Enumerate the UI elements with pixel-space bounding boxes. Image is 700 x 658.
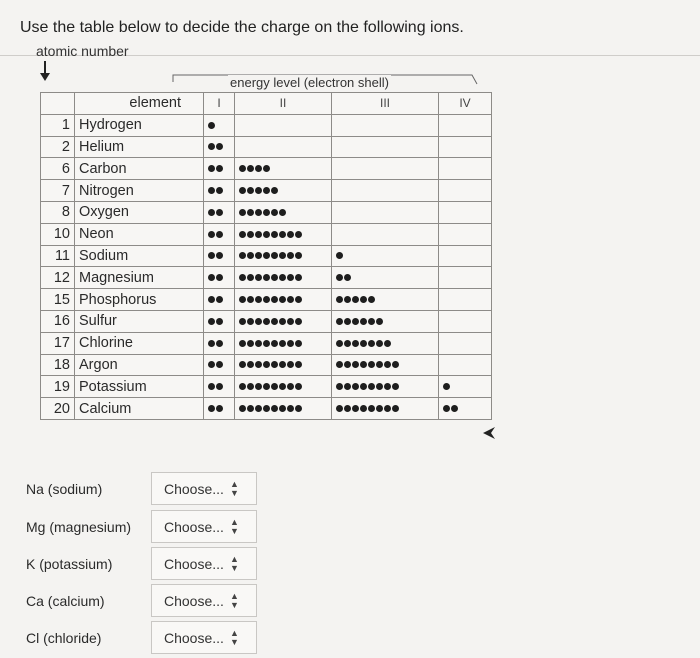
shell-4-cell [439, 376, 492, 398]
element-name-cell: Argon [75, 354, 204, 376]
element-name-cell: Potassium [75, 376, 204, 398]
electron-dot-icon [295, 252, 302, 259]
electron-dot-icon [255, 274, 262, 281]
electron-dot-icon [451, 405, 458, 412]
electron-dot-icon [336, 340, 343, 347]
electron-dot-icon [279, 296, 286, 303]
shell-4-cell [439, 289, 492, 311]
electron-dot-icon [352, 296, 359, 303]
element-name-cell: Helium [75, 136, 204, 158]
shell-2-cell [235, 398, 332, 420]
electron-dot-icon [263, 231, 270, 238]
electron-dot-icon [239, 187, 246, 194]
shell-4-cell [439, 398, 492, 420]
electron-dot-icon [271, 318, 278, 325]
electron-dot-icon [255, 187, 262, 194]
atomic-number-cell: 6 [41, 158, 75, 180]
electron-dot-icon [247, 361, 254, 368]
shell-4-cell [439, 114, 492, 136]
shell-4-cell [439, 245, 492, 267]
shell-3-cell [332, 180, 439, 202]
electron-dot-icon [255, 383, 262, 390]
shell-4-cell [439, 354, 492, 376]
table-row [41, 158, 492, 180]
charge-select-value: Choose... [164, 480, 224, 497]
atomic-number-cell: 2 [41, 136, 75, 158]
electron-dot-icon [376, 361, 383, 368]
electron-dot-icon [255, 296, 262, 303]
electron-dot-icon [392, 361, 399, 368]
electron-dot-icon [263, 361, 270, 368]
shell-1-cell [204, 114, 235, 136]
electron-dot-icon [295, 361, 302, 368]
electron-dot-icon [443, 383, 450, 390]
electron-dot-icon [247, 252, 254, 259]
atomic-number-cell: 8 [41, 201, 75, 223]
electron-dot-icon [279, 209, 286, 216]
electron-dot-icon [216, 296, 223, 303]
shell-2-cell [235, 158, 332, 180]
electron-dot-icon [336, 405, 343, 412]
electron-dot-icon [271, 274, 278, 281]
electron-dot-icon [216, 187, 223, 194]
element-name-cell: Nitrogen [75, 180, 204, 202]
shell-2-cell [235, 289, 332, 311]
shell-1-cell [204, 354, 235, 376]
electron-dot-icon [279, 405, 286, 412]
electron-dot-icon [295, 231, 302, 238]
electron-dot-icon [295, 383, 302, 390]
atomic-number-label: atomic number [36, 43, 129, 59]
shell-1-cell [204, 180, 235, 202]
electron-dot-icon [255, 361, 262, 368]
electron-dot-icon [360, 361, 367, 368]
table-row [41, 332, 492, 354]
arrow-down-icon [36, 60, 54, 82]
shell-3-cell [332, 201, 439, 223]
charge-select[interactable] [151, 510, 257, 543]
electron-dot-icon [216, 405, 223, 412]
electron-dot-icon [271, 405, 278, 412]
electron-dot-icon [247, 274, 254, 281]
shell-2-cell [235, 201, 332, 223]
table-row [41, 310, 492, 332]
shell-1-cell [204, 267, 235, 289]
electron-dot-icon [208, 122, 215, 129]
electron-dot-icon [247, 405, 254, 412]
electron-dot-icon [279, 252, 286, 259]
shell-4-cell [439, 267, 492, 289]
charge-select-value: Choose... [164, 629, 224, 646]
electron-dot-icon [239, 405, 246, 412]
electron-dot-icon [271, 296, 278, 303]
electron-shell-table [40, 92, 492, 420]
header-shell-1: I [204, 93, 235, 115]
electron-dot-icon [360, 405, 367, 412]
electron-dot-icon [263, 340, 270, 347]
shell-1-cell [204, 310, 235, 332]
charge-select[interactable] [151, 621, 257, 654]
shell-2-cell [235, 376, 332, 398]
shell-4-cell [439, 201, 492, 223]
electron-dot-icon [239, 296, 246, 303]
table-row [41, 267, 492, 289]
electron-dot-icon [360, 340, 367, 347]
shell-4-cell [439, 223, 492, 245]
electron-dot-icon [287, 383, 294, 390]
electron-dot-icon [376, 383, 383, 390]
electron-dot-icon [384, 361, 391, 368]
electron-dot-icon [239, 209, 246, 216]
electron-dot-icon [255, 209, 262, 216]
electron-dot-icon [239, 231, 246, 238]
electron-dot-icon [287, 231, 294, 238]
shell-3-cell [332, 354, 439, 376]
shell-1-cell [204, 223, 235, 245]
header-shell-4: IV [439, 93, 492, 115]
atomic-number-cell: 12 [41, 267, 75, 289]
electron-dot-icon [271, 252, 278, 259]
electron-dot-icon [443, 405, 450, 412]
shell-3-cell [332, 376, 439, 398]
shell-1-cell [204, 245, 235, 267]
electron-dot-icon [392, 383, 399, 390]
electron-dot-icon [368, 340, 375, 347]
element-name-cell: Carbon [75, 158, 204, 180]
table-row [41, 223, 492, 245]
element-name-cell: Magnesium [75, 267, 204, 289]
electron-dot-icon [208, 231, 215, 238]
shell-3-cell [332, 310, 439, 332]
shell-3-cell [332, 398, 439, 420]
electron-dot-icon [368, 383, 375, 390]
table-row [41, 114, 492, 136]
electron-dot-icon [208, 296, 215, 303]
electron-dot-icon [263, 165, 270, 172]
electron-dot-icon [208, 209, 215, 216]
header-shell-3: III [332, 93, 439, 115]
atomic-number-cell: 16 [41, 310, 75, 332]
electron-dot-icon [352, 405, 359, 412]
element-name-cell: Phosphorus [75, 289, 204, 311]
shell-1-cell [204, 158, 235, 180]
electron-dot-icon [392, 405, 399, 412]
electron-dot-icon [271, 383, 278, 390]
ion-label: Ca (calcium) [26, 593, 105, 609]
updown-chevron-icon: ▲ ▼ [229, 516, 239, 536]
shell-2-cell [235, 354, 332, 376]
electron-dot-icon [279, 361, 286, 368]
electron-dot-icon [247, 187, 254, 194]
electron-dot-icon [208, 361, 215, 368]
electron-dot-icon [247, 340, 254, 347]
shell-3-cell [332, 136, 439, 158]
electron-dot-icon [216, 165, 223, 172]
atomic-number-cell: 20 [41, 398, 75, 420]
electron-dot-icon [360, 296, 367, 303]
ion-label: Mg (magnesium) [26, 519, 132, 535]
electron-dot-icon [336, 252, 343, 259]
electron-dot-icon [216, 143, 223, 150]
electron-dot-icon [208, 274, 215, 281]
electron-dot-icon [344, 274, 351, 281]
electron-dot-icon [271, 187, 278, 194]
shell-3-cell [332, 289, 439, 311]
electron-dot-icon [247, 165, 254, 172]
electron-dot-icon [368, 361, 375, 368]
charge-select-value: Choose... [164, 518, 224, 535]
ion-label: K (potassium) [26, 556, 113, 572]
element-name-cell: Oxygen [75, 201, 204, 223]
element-name-cell: Sulfur [75, 310, 204, 332]
electron-dot-icon [263, 296, 270, 303]
mouse-cursor-icon [482, 426, 496, 440]
electron-dot-icon [279, 231, 286, 238]
electron-dot-icon [255, 340, 262, 347]
element-name-cell: Hydrogen [75, 114, 204, 136]
table-row [41, 398, 492, 420]
electron-dot-icon [336, 383, 343, 390]
electron-dot-icon [247, 296, 254, 303]
shell-2-cell [235, 267, 332, 289]
electron-dot-icon [208, 318, 215, 325]
electron-dot-icon [239, 274, 246, 281]
shell-1-cell [204, 136, 235, 158]
atomic-number-cell: 10 [41, 223, 75, 245]
electron-dot-icon [287, 361, 294, 368]
electron-dot-icon [271, 231, 278, 238]
electron-dot-icon [239, 340, 246, 347]
atomic-number-cell: 18 [41, 354, 75, 376]
electron-dot-icon [216, 361, 223, 368]
shell-4-cell [439, 136, 492, 158]
electron-dot-icon [255, 252, 262, 259]
shell-2-cell [235, 136, 332, 158]
updown-chevron-icon: ▲ ▼ [229, 478, 239, 498]
shell-2-cell [235, 114, 332, 136]
electron-dot-icon [239, 361, 246, 368]
electron-dot-icon [368, 318, 375, 325]
electron-dot-icon [352, 340, 359, 347]
shell-4-cell [439, 158, 492, 180]
header-atomic-number [41, 93, 75, 115]
element-name-cell: Chlorine [75, 332, 204, 354]
electron-dot-icon [336, 318, 343, 325]
electron-dot-icon [360, 383, 367, 390]
charge-select-value: Choose... [164, 555, 224, 572]
electron-dot-icon [344, 318, 351, 325]
shell-1-cell [204, 376, 235, 398]
electron-dot-icon [295, 318, 302, 325]
electron-dot-icon [216, 209, 223, 216]
electron-dot-icon [263, 209, 270, 216]
atomic-number-cell: 15 [41, 289, 75, 311]
electron-dot-icon [263, 318, 270, 325]
electron-dot-icon [208, 187, 215, 194]
electron-dot-icon [239, 318, 246, 325]
electron-dot-icon [279, 274, 286, 281]
shell-2-cell [235, 223, 332, 245]
electron-dot-icon [295, 340, 302, 347]
table-row [41, 289, 492, 311]
electron-dot-icon [336, 274, 343, 281]
electron-dot-icon [247, 209, 254, 216]
electron-dot-icon [216, 274, 223, 281]
electron-dot-icon [360, 318, 367, 325]
charge-select[interactable] [151, 547, 257, 580]
electron-dot-icon [271, 340, 278, 347]
electron-dot-icon [255, 318, 262, 325]
electron-dot-icon [368, 405, 375, 412]
electron-dot-icon [263, 405, 270, 412]
shell-2-cell [235, 245, 332, 267]
updown-chevron-icon: ▲ ▼ [229, 627, 239, 647]
table-row [41, 136, 492, 158]
charge-select-value: Choose... [164, 592, 224, 609]
electron-dot-icon [295, 405, 302, 412]
electron-dot-icon [279, 340, 286, 347]
electron-dot-icon [239, 252, 246, 259]
electron-dot-icon [287, 405, 294, 412]
electron-dot-icon [295, 296, 302, 303]
shell-1-cell [204, 289, 235, 311]
electron-dot-icon [344, 296, 351, 303]
electron-dot-icon [255, 231, 262, 238]
electron-dot-icon [208, 165, 215, 172]
electron-dot-icon [208, 143, 215, 150]
electron-dot-icon [216, 318, 223, 325]
atomic-number-cell: 11 [41, 245, 75, 267]
shell-4-cell [439, 310, 492, 332]
atomic-number-cell: 7 [41, 180, 75, 202]
shell-2-cell [235, 310, 332, 332]
electron-dot-icon [216, 340, 223, 347]
electron-dot-icon [295, 274, 302, 281]
electron-dot-icon [279, 383, 286, 390]
electron-dot-icon [376, 405, 383, 412]
shell-3-cell [332, 158, 439, 180]
element-name-cell: Neon [75, 223, 204, 245]
element-name-cell: Calcium [75, 398, 204, 420]
electron-dot-icon [208, 405, 215, 412]
electron-dot-icon [287, 274, 294, 281]
shell-3-cell [332, 114, 439, 136]
header-element: element [75, 93, 204, 115]
updown-chevron-icon: ▲ ▼ [229, 553, 239, 573]
electron-dot-icon [271, 209, 278, 216]
electron-dot-icon [263, 274, 270, 281]
table-row [41, 201, 492, 223]
element-name-cell: Sodium [75, 245, 204, 267]
electron-dot-icon [336, 361, 343, 368]
electron-dot-icon [271, 361, 278, 368]
electron-dot-icon [208, 340, 215, 347]
electron-dot-icon [352, 383, 359, 390]
electron-dot-icon [384, 340, 391, 347]
electron-dot-icon [247, 318, 254, 325]
electron-dot-icon [376, 318, 383, 325]
table-header-row [41, 93, 492, 115]
electron-dot-icon [263, 252, 270, 259]
electron-dot-icon [263, 383, 270, 390]
table-row [41, 354, 492, 376]
ion-label: Na (sodium) [26, 481, 103, 497]
electron-dot-icon [239, 383, 246, 390]
table-row [41, 376, 492, 398]
shell-1-cell [204, 201, 235, 223]
charge-select[interactable] [151, 584, 257, 617]
electron-dot-icon [263, 187, 270, 194]
electron-dot-icon [239, 165, 246, 172]
electron-dot-icon [368, 296, 375, 303]
shell-3-cell [332, 223, 439, 245]
electron-dot-icon [247, 383, 254, 390]
table-row [41, 180, 492, 202]
electron-dot-icon [287, 340, 294, 347]
electron-dot-icon [216, 383, 223, 390]
shell-2-cell [235, 332, 332, 354]
electron-dot-icon [287, 252, 294, 259]
shell-4-cell [439, 180, 492, 202]
table-row [41, 245, 492, 267]
energy-level-label: energy level (electron shell) [230, 75, 389, 90]
electron-dot-icon [255, 165, 262, 172]
electron-dot-icon [352, 318, 359, 325]
electron-dot-icon [216, 252, 223, 259]
shell-1-cell [204, 398, 235, 420]
electron-dot-icon [287, 296, 294, 303]
shell-1-cell [204, 332, 235, 354]
electron-dot-icon [376, 340, 383, 347]
ion-label: Cl (chloride) [26, 630, 102, 646]
atomic-number-cell: 19 [41, 376, 75, 398]
electron-dot-icon [336, 296, 343, 303]
shell-3-cell [332, 267, 439, 289]
shell-3-cell [332, 245, 439, 267]
electron-dot-icon [344, 405, 351, 412]
electron-dot-icon [344, 383, 351, 390]
electron-dot-icon [352, 361, 359, 368]
electron-dot-icon [279, 318, 286, 325]
electron-dot-icon [384, 383, 391, 390]
electron-dot-icon [255, 405, 262, 412]
atomic-number-cell: 17 [41, 332, 75, 354]
electron-dot-icon [344, 361, 351, 368]
electron-dot-icon [208, 252, 215, 259]
electron-dot-icon [216, 231, 223, 238]
question-prompt: Use the table below to decide the charge on the following ions. [20, 19, 464, 36]
header-shell-2: II [235, 93, 332, 115]
shell-2-cell [235, 180, 332, 202]
electron-dot-icon [384, 405, 391, 412]
electron-dot-icon [344, 340, 351, 347]
electron-dot-icon [208, 383, 215, 390]
shell-4-cell [439, 332, 492, 354]
atomic-number-cell: 1 [41, 114, 75, 136]
electron-dot-icon [287, 318, 294, 325]
charge-select[interactable] [151, 472, 257, 505]
updown-chevron-icon: ▲ ▼ [229, 590, 239, 610]
shell-3-cell [332, 332, 439, 354]
electron-dot-icon [247, 231, 254, 238]
